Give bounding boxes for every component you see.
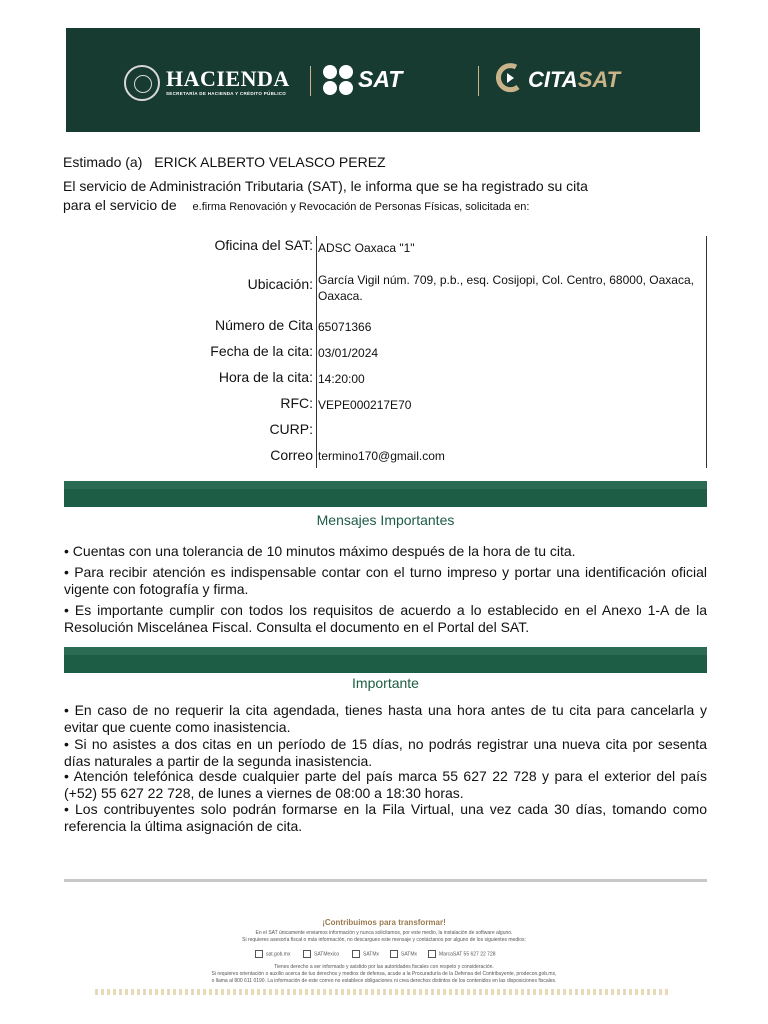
logo-divider [478,66,479,96]
footer-divider [64,879,707,882]
importante-item: • En caso de no requerir la cita agendada, tienes hasta una hora antes de tu cita para cancelarla y evitar que cuente como inasistencia. [64,702,707,735]
mensaje-item: • Para recibir atención es indispensable contar con el turno impreso y portar una identificación oficial vigente con fotografía y firma. [64,564,707,597]
footer-link-facebook[interactable]: SATMexico [303,950,339,958]
appointment-number-label: Número de Cita [214,317,313,333]
greeting-prefix: Estimado (a) [63,154,143,170]
rfc-label: RFC: [280,395,313,411]
mexico-seal-icon [124,65,160,101]
footer-slogan: ¡Contribuimos para transformar! [322,918,446,927]
office-label: Oficina del SAT: [214,237,313,253]
importante-item: • Los contribuyentes solo podrán formarse en la Fila Virtual, una vez cada 30 días, tomando como referencia la última asignación de cita. [64,801,707,834]
web-icon [255,950,263,958]
date-label: Fecha de la cita: [210,343,313,359]
mensajes-title: Mensajes Importantes [316,512,455,528]
twitter-icon [352,950,360,958]
intro-service-line [63,197,529,213]
time-label: Hora de la cita: [218,369,313,385]
logo-divider [310,66,311,96]
time-value: 14:20:00 [318,372,365,386]
location-value: García Vigil núm. 709, p.b., esq. Cosijopi, Col. Centro, 68000, Oaxaca, Oaxaca. [318,273,694,303]
importante-item: • Atención telefónica desde cualquier parte del país marca 55 627 22 728 y para el exterior del país (+52) 55 627 22 728, de lunes a viernes de 08:00 a 18:30 horas. [64,768,707,801]
importante-item: • Si no asistes a dos citas en un período de 15 días, no podrás registrar una nueva cita por sesenta días naturales a partir de la segunda inasistencia. [64,736,707,769]
appointment-number-value: 65071366 [318,320,372,334]
footer-link-phone[interactable]: MarcaSAT 55 627 22 728 [428,950,496,958]
footer-fine-print: En el SAT únicamente enviamos información y nunca solicitamos, por este medio, la instalación de software alguno. [255,930,513,936]
mensaje-item: • Cuentas con una tolerancia de 10 minutos máximo después de la hora de tu cita. [64,543,576,559]
details-divider-right [706,236,707,468]
phone-icon [428,950,436,958]
sat-dots-icon [322,64,354,96]
intro-line: El servicio de Administración Tributaria (SAT), le informa que se ha registrado su cita [63,178,588,194]
greeting [63,154,386,170]
hacienda-logo-text: HACIENDA [166,66,290,91]
citasat-logo-text: CITASAT [528,67,621,92]
mensaje-item: • Es importante cumplir con todos los requisitos de acuerdo a lo establecido en el Anexo 1-A de la Resolución Miscelánea Fiscal. Consulta el documento en el Portal del SAT. [64,602,707,635]
header-banner [66,28,700,132]
footer-pattern [95,989,668,995]
footer-fine-print: Tienes derecho a ser informado y asistido por las autoridades fiscales con respeto y consideración. [274,964,494,970]
rfc-value: VEPE000217E70 [318,398,412,412]
citasat-logo-icon [496,63,522,93]
facebook-icon [303,950,311,958]
importante-title: Importante [352,675,419,691]
footer-link-twitter[interactable]: SATMx [352,950,379,958]
date-value: 03/01/2024 [318,346,379,360]
footer-fine-print: Si requieres asesoría fiscal o más información, no descargues este mensaje y contáctanos por alguno de los siguientes medios: [242,937,526,943]
hacienda-subtitle: SECRETARÍA DE HACIENDA Y CRÉDITO PÚBLICO [166,91,287,96]
curp-label: CURP: [269,421,313,437]
details-divider-left [316,236,317,468]
service-name: e.firma Renovación y Revocación de Personas Físicas, solicitada en: [192,201,530,213]
footer-fine-print: o llama al 800 611 0190. La información de este correo no establece obligaciones ni crea derechos distintos de los contenidos en las disposiciones fiscales. [211,978,557,984]
sat-logo-text: SAT [358,66,403,92]
footer-link-youtube[interactable]: SATMx [390,950,417,958]
footer-link-web[interactable]: sat.gob.mx [255,950,290,958]
footer-fine-print: Si requieres orientación o auxilio acerca de tus derechos y medios de defensa, acude a la Procuraduría de la Defensa del Contribuyente, prodecon.gob.mx, [211,971,557,977]
section-bar [64,647,707,673]
youtube-icon [390,950,398,958]
email-value: termino170@gmail.com [318,449,445,463]
office-value: ADSC Oaxaca "1" [318,241,415,255]
section-bar [64,481,707,507]
location-label: Ubicación: [247,276,313,292]
intro-service-prefix: para el servicio de [63,197,177,213]
email-label: Correo [270,447,313,463]
recipient-name: ERICK ALBERTO VELASCO PEREZ [154,154,386,170]
